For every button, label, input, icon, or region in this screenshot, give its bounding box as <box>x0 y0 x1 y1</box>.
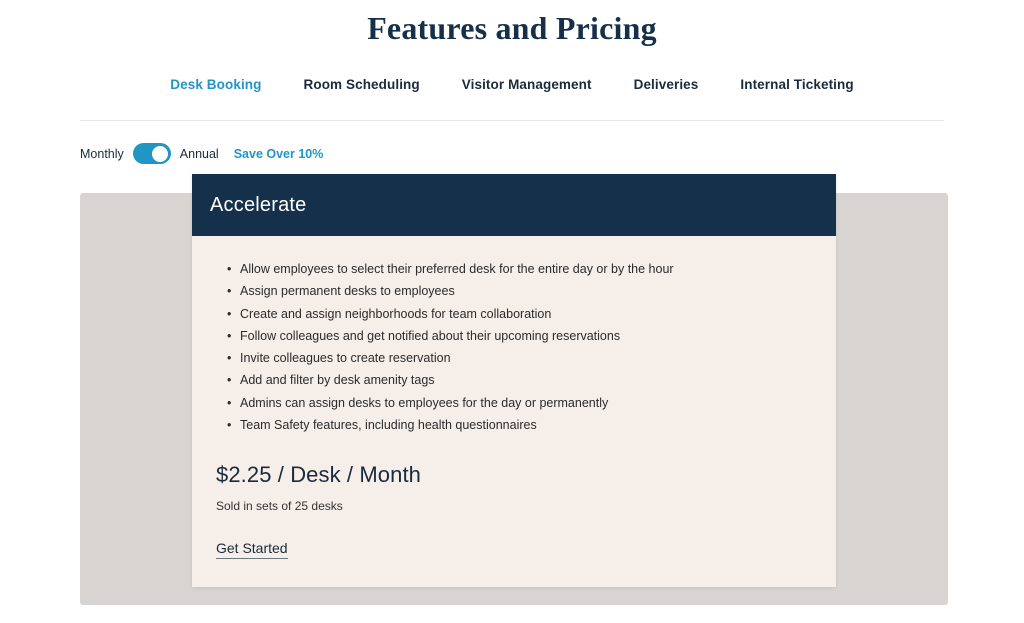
save-over-10-percent-link[interactable]: Save Over 10% <box>233 146 324 161</box>
tab-desk-booking[interactable]: Desk Booking <box>170 77 262 92</box>
monthly-label: Monthly <box>80 146 124 161</box>
billing-period-toggle[interactable] <box>133 143 171 164</box>
list-item: • Follow colleagues and get notified about their upcoming reservations <box>240 325 812 347</box>
pricing-card-header <box>192 174 836 236</box>
plan-price: $2.25 / Desk / Month <box>216 462 421 488</box>
page-title: Features and Pricing <box>367 10 657 46</box>
list-item: • Add and filter by desk amenity tags <box>240 369 812 391</box>
pricing-card-accelerate <box>192 174 836 587</box>
billing-period-selector <box>80 143 323 164</box>
tab-internal-ticketing[interactable]: Internal Ticketing <box>740 77 854 92</box>
list-item: • Invite colleagues to create reservation <box>240 347 812 369</box>
list-item: • Allow employees to select their preferred desk for the entire day or by the hour <box>240 258 812 280</box>
tab-deliveries[interactable]: Deliveries <box>633 77 699 92</box>
toggle-knob <box>152 146 168 162</box>
header-divider <box>80 120 944 121</box>
plan-name: Accelerate <box>210 193 307 216</box>
tab-room-scheduling[interactable]: Room Scheduling <box>303 77 420 92</box>
feature-list <box>216 258 812 436</box>
annual-label: Annual <box>179 146 219 161</box>
plan-price-note: Sold in sets of 25 desks <box>216 499 343 514</box>
tab-visitor-management[interactable]: Visitor Management <box>461 77 592 92</box>
get-started-button[interactable]: Get Started <box>216 540 288 559</box>
list-item: • Admins can assign desks to employees for the day or permanently <box>240 392 812 414</box>
product-tabs <box>0 77 1024 92</box>
list-item: • Team Safety features, including health questionnaires <box>240 414 812 436</box>
list-item: • Assign permanent desks to employees <box>240 280 812 302</box>
list-item: • Create and assign neighborhoods for team collaboration <box>240 303 812 325</box>
pricing-card-body <box>192 236 836 587</box>
